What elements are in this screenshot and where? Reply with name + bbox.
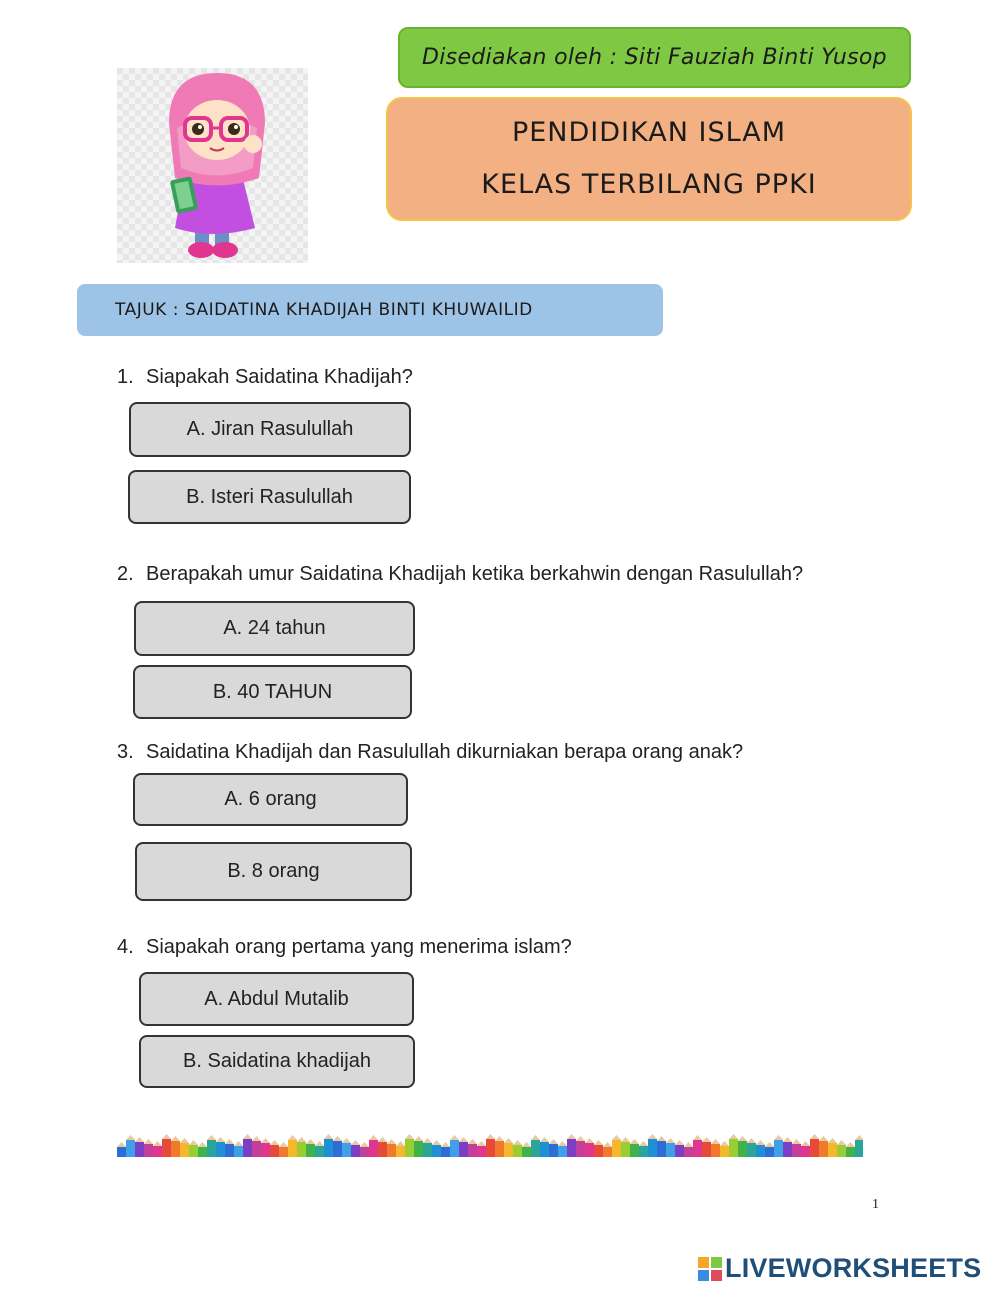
pencil xyxy=(180,1138,189,1157)
pencil xyxy=(792,1139,801,1157)
pencil xyxy=(765,1142,774,1157)
pencil xyxy=(504,1138,513,1157)
question-text: Berapakah umur Saidatina Khadijah ketika berkahwin dengan Rasulullah? xyxy=(146,563,804,585)
pencil xyxy=(513,1140,522,1157)
pencil xyxy=(117,1142,126,1157)
pencil xyxy=(819,1136,828,1157)
pencil xyxy=(522,1142,531,1157)
pencil xyxy=(603,1142,612,1157)
pencil xyxy=(594,1140,603,1157)
question-text: Siapakah Saidatina Khadijah? xyxy=(146,366,413,388)
pencil xyxy=(702,1137,711,1157)
q2-option-b-button[interactable] xyxy=(133,665,412,719)
pencil xyxy=(387,1139,396,1157)
pencil xyxy=(666,1138,675,1157)
pencil-border-svg xyxy=(117,1131,863,1157)
q4-option-a-button[interactable] xyxy=(139,972,414,1026)
option-label: B. 8 orang xyxy=(227,860,320,882)
pencil xyxy=(639,1141,648,1157)
option-label: B. Isteri Rasulullah xyxy=(186,485,353,508)
pencil xyxy=(225,1139,234,1157)
pencil xyxy=(567,1134,576,1157)
pencil xyxy=(441,1142,450,1157)
pencil xyxy=(459,1137,468,1157)
liveworksheets-logo-icon xyxy=(698,1257,722,1281)
pencil xyxy=(846,1142,855,1157)
girl-illustration-svg xyxy=(117,68,308,263)
option-label: A. Abdul Mutalib xyxy=(204,987,349,1010)
pencil xyxy=(333,1136,342,1157)
option-label: B. Saidatina khadijah xyxy=(183,1050,371,1072)
question-number: 3. xyxy=(117,741,134,763)
pencil xyxy=(720,1141,729,1157)
pencil xyxy=(288,1135,297,1157)
pencil xyxy=(738,1136,747,1157)
option-label: B. 40 TAHUN xyxy=(212,680,333,703)
option-label: A. 6 orang xyxy=(224,788,317,810)
pencil xyxy=(711,1139,720,1157)
pencil xyxy=(756,1140,765,1157)
q1-option-b-button[interactable] xyxy=(128,470,411,524)
pencil xyxy=(351,1140,360,1157)
pencil-border xyxy=(117,1131,863,1157)
pencil xyxy=(828,1138,837,1157)
pencil xyxy=(216,1137,225,1157)
pencil xyxy=(423,1138,432,1157)
pencil xyxy=(837,1140,846,1157)
pencil xyxy=(612,1135,621,1157)
pencil xyxy=(486,1134,495,1157)
pencil xyxy=(477,1141,486,1157)
pencil xyxy=(531,1135,540,1157)
pencil xyxy=(576,1136,585,1157)
q2-option-a-button[interactable] xyxy=(134,601,415,656)
pencil xyxy=(144,1139,153,1157)
pencil xyxy=(126,1135,135,1157)
pencil xyxy=(234,1141,243,1157)
liveworksheets-brand xyxy=(698,1253,981,1284)
brand-text: LIVEWORKSHEETS xyxy=(725,1253,982,1283)
pencil xyxy=(774,1135,783,1157)
pencil xyxy=(684,1142,693,1157)
pencil xyxy=(360,1142,369,1157)
pencil xyxy=(729,1134,738,1157)
q4-option-b-button[interactable] xyxy=(139,1035,415,1088)
title-line-1: PENDIDIKAN ISLAM xyxy=(511,117,787,148)
pencil xyxy=(549,1139,558,1157)
pencil xyxy=(135,1137,144,1157)
pencil xyxy=(414,1136,423,1157)
pencil xyxy=(207,1135,216,1157)
pencil xyxy=(252,1136,261,1157)
pencil xyxy=(297,1137,306,1157)
pencil xyxy=(747,1138,756,1157)
pencil xyxy=(558,1141,567,1157)
pencil xyxy=(198,1142,207,1157)
q3-option-a-button[interactable] xyxy=(133,773,408,826)
author-text: Disediakan oleh : Siti Fauziah Binti Yusop xyxy=(422,45,887,70)
title-line-2: KELAS TERBILANG PPKI xyxy=(481,169,817,200)
pencil xyxy=(450,1135,459,1157)
question-number: 2. xyxy=(117,563,134,585)
pencil xyxy=(315,1141,324,1157)
question-1 xyxy=(117,366,413,389)
pencil xyxy=(783,1137,792,1157)
pencil xyxy=(162,1134,171,1157)
q1-option-a-button[interactable] xyxy=(129,402,411,457)
pencil xyxy=(378,1137,387,1157)
pencil xyxy=(369,1135,378,1157)
pencil xyxy=(540,1137,549,1157)
pencil xyxy=(648,1134,657,1157)
pencil xyxy=(189,1140,198,1157)
pencil xyxy=(585,1138,594,1157)
pencil xyxy=(693,1135,702,1157)
option-label: A. Jiran Rasulullah xyxy=(186,418,354,440)
question-number: 4. xyxy=(117,936,134,958)
question-3 xyxy=(117,741,743,764)
question-text: Saidatina Khadijah dan Rasulullah dikurniakan berapa orang anak? xyxy=(146,741,744,763)
topic-banner xyxy=(77,284,663,336)
pencil xyxy=(396,1141,405,1157)
pencil xyxy=(243,1134,252,1157)
pencil xyxy=(342,1138,351,1157)
pencil xyxy=(630,1139,639,1157)
topic-text: TAJUK : SAIDATINA KHADIJAH BINTI KHUWAILID xyxy=(115,300,533,320)
option-label: A. 24 tahun xyxy=(223,617,326,639)
pencil xyxy=(801,1141,810,1157)
question-number: 1. xyxy=(117,366,134,388)
pencil xyxy=(495,1136,504,1157)
pencil xyxy=(153,1141,162,1157)
pencil xyxy=(279,1142,288,1157)
question-2 xyxy=(117,563,803,586)
pencil xyxy=(855,1135,863,1157)
pencil xyxy=(621,1137,630,1157)
pencil xyxy=(306,1139,315,1157)
question-text: Siapakah orang pertama yang menerima islam? xyxy=(146,936,572,958)
pencil xyxy=(405,1134,414,1157)
title-banner xyxy=(386,97,912,221)
pencil xyxy=(324,1134,333,1157)
author-banner xyxy=(398,27,911,88)
pencil xyxy=(657,1136,666,1157)
pencil xyxy=(261,1138,270,1157)
pencil xyxy=(675,1140,684,1157)
pencil xyxy=(432,1140,441,1157)
pencil xyxy=(468,1139,477,1157)
question-4 xyxy=(117,936,572,959)
pencil xyxy=(270,1140,279,1157)
page-number: 1 xyxy=(872,1197,879,1212)
pencil xyxy=(171,1136,180,1157)
girl-illustration xyxy=(117,68,308,263)
pencil xyxy=(810,1134,819,1157)
q3-option-b-button[interactable] xyxy=(135,842,412,901)
